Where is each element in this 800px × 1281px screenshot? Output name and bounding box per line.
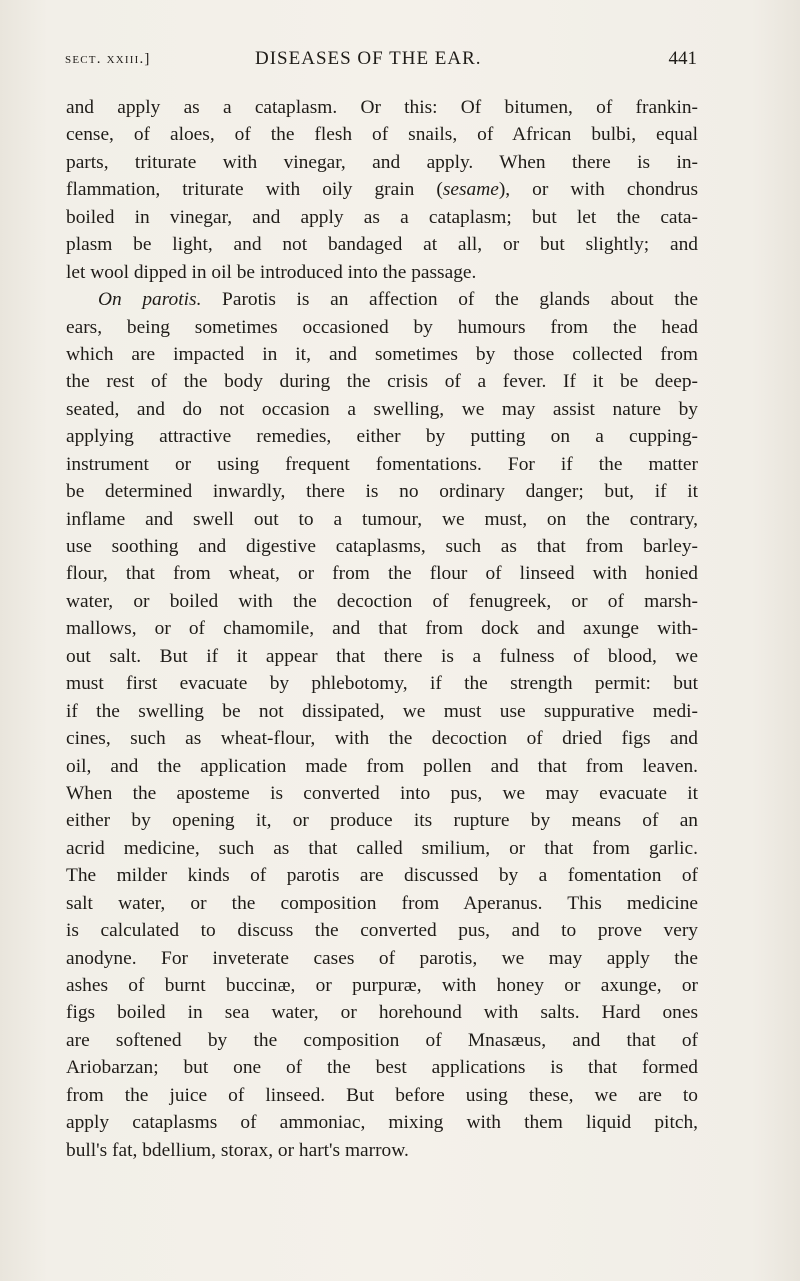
running-head [65, 48, 697, 74]
text-line: ashes of burnt buccinæ, or purpuræ, with honey or axunge, or [66, 975, 698, 996]
text-line: applying attractive remedies, either by putting on a cupping- [66, 426, 698, 448]
text-line: When the aposteme is converted into pus, we may evacuate it [66, 782, 698, 804]
text-line: cense, of aloes, of the flesh of snails, of African bulbi, equal [66, 124, 698, 146]
text-line: acrid medicine, such as that called smilium, or that from garlic. [66, 837, 698, 859]
text-line [66, 286, 698, 313]
text-line: anodyne. For inveterate cases of parotis, we may apply the [66, 947, 698, 969]
text-line: boiled in vinegar, and apply as a cataplasm; but let the cata- [66, 206, 698, 228]
section-marker: sect. xxiii.] [65, 51, 151, 67]
text-line: which are impacted in it, and sometimes by those collected from [66, 343, 698, 365]
text-segment: flammation, triturate with oily grain ( [66, 179, 443, 201]
text-line: and apply as a cataplasm. Or this: Of bitumen, of frankin- [66, 97, 698, 118]
text-line: must first evacuate by phlebotomy, if the strength permit: but [66, 673, 698, 695]
text-line [66, 176, 698, 203]
text-segment: ), or with chondrus [498, 179, 698, 201]
italic-term: sesame [442, 179, 499, 201]
text-line: are softened by the composition of Mnasæus, and that of [66, 1029, 698, 1051]
text-line: if the swelling be not dissipated, we must use suppurative medi- [66, 700, 698, 722]
paragraph-heading: On parotis. [98, 289, 202, 311]
text-line: instrument or using frequent fomentations. For if the matter [66, 453, 698, 475]
page-number: 441 [668, 48, 697, 69]
text-line: bull's fat, bdellium, storax, or hart's marrow. [66, 1139, 409, 1161]
body-text [66, 94, 698, 1164]
text-segment: Parotis is an affection of the glands about the [201, 289, 698, 311]
text-line: is calculated to discuss the converted pus, and to prove very [66, 920, 698, 942]
text-line: apply cataplasms of ammoniac, mixing with them liquid pitch, [66, 1112, 698, 1134]
text-line: out salt. But if it appear that there is a fulness of blood, we [66, 645, 698, 667]
text-line: from the juice of linseed. But before using these, we are to [66, 1084, 698, 1106]
text-line: use soothing and digestive cataplasms, such as that from barley- [66, 536, 698, 557]
text-line: flour, that from wheat, or from the flour of linseed with honied [66, 563, 698, 585]
text-line: either by opening it, or produce its rupture by means of an [66, 810, 698, 832]
text-line: salt water, or the composition from Aperanus. This medicine [66, 892, 698, 914]
text-line: the rest of the body during the crisis of a fever. If it be deep- [66, 371, 698, 393]
text-line: Ariobarzan; but one of the best applications is that formed [66, 1057, 698, 1079]
text-line: parts, triturate with vinegar, and apply. When there is in- [66, 151, 698, 173]
text-line: oil, and the application made from pollen and that from leaven. [66, 755, 698, 777]
text-line: The milder kinds of parotis are discussed by a fomentation of [66, 865, 698, 887]
text-line: ears, being sometimes occasioned by humours from the head [66, 316, 698, 338]
text-line: seated, and do not occasion a swelling, we may assist nature by [66, 398, 698, 420]
text-line: cines, such as wheat-flour, with the decoction of dried figs and [66, 728, 698, 750]
text-line: plasm be light, and not bandaged at all, or but slightly; and [66, 234, 698, 256]
text-line: mallows, or of chamomile, and that from dock and axunge with- [66, 618, 698, 640]
chapter-title: DISEASES OF THE EAR. [255, 48, 482, 69]
text-line: figs boiled in sea water, or horehound with salts. Hard ones [66, 1002, 698, 1024]
text-line: water, or boiled with the decoction of fenugreek, or of marsh- [66, 590, 698, 612]
text-line: be determined inwardly, there is no ordinary danger; but, if it [66, 481, 698, 503]
text-line: let wool dipped in oil be introduced into the passage. [66, 261, 477, 283]
text-line: inflame and swell out to a tumour, we must, on the contrary, [66, 508, 698, 530]
